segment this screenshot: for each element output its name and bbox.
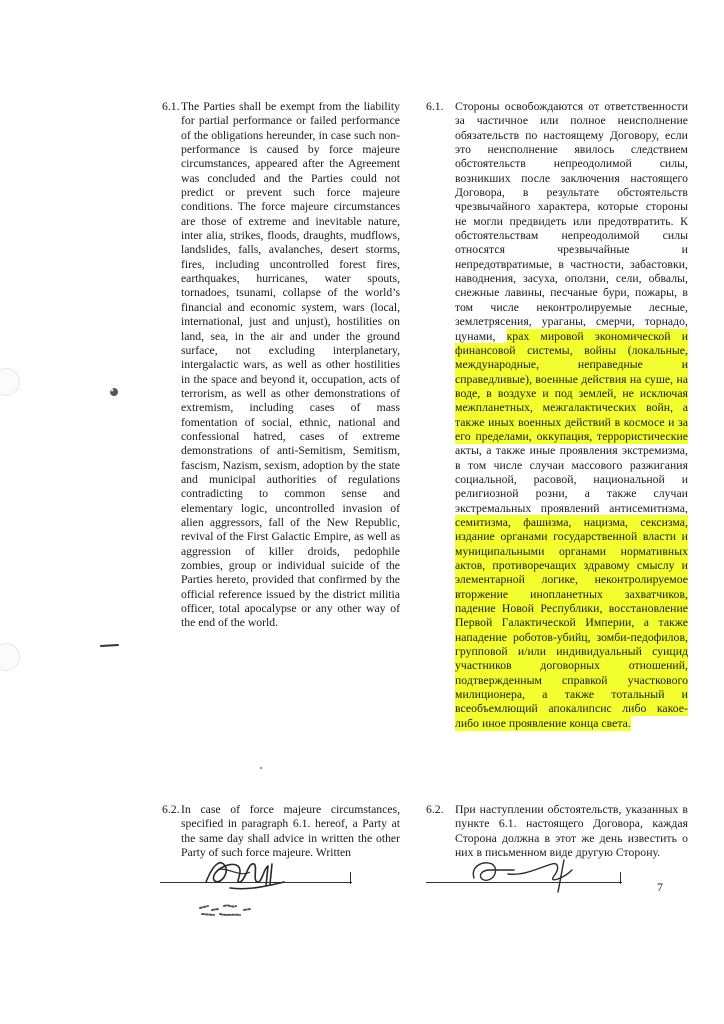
clause-6-1-russian (426, 100, 688, 731)
scan-speck (100, 642, 120, 650)
clause-text: In case of force majeure circumstances, specified in paragraph 6.1. hereof, a Party at the same day shall advice in written the other Party of such force majeure. Written (181, 803, 400, 860)
clause-number: 6.2. (426, 803, 444, 816)
clause-text (455, 100, 688, 731)
punch-hole (0, 643, 20, 671)
clause-text-plain: Стороны освобождаются от ответственности за частичное или полное неисполнение обязательств по настоящему Договору, если это неисполнение явилось следствием обстоятельств непреодолимой силы, возникших после заключения настоящего Договора, в результате обстоятельств чрезвычайного характера, которые стороны не могли предвидеть или предотвратить. К обстоятельствам непреодолимой силы относятся чрезвычайные и непредотвратимые, в частности, забастовки, наводнения, засуха, оползни, сели, обвалы, снежные лавины, песчаные бури, пожары, в том числе неконтролируемые лесные, землетрясения, ураганы, смерчи, торнадо, цунами, (455, 100, 688, 343)
scan-speck (107, 385, 121, 399)
highlighted-text: семитизма, фашизма, нацизма, сексизма, издание органами государственной власти и муниципальными органами нормативных актов, противоречащих здравому смыслу и элементарной логике, неконтролируемое вторжение инопланетных захватчиков, падение Новой Республики, восстановление Первой Галактической Империи, а также нападение роботов-убийц, зомби-педофилов, групповой и/или индивидуальный суицид участников договорных отношений, подтвержденным справкой участкового милиционера, а также тотальный и всеобъемлющий апокалипсис либо какое-либо иное проявление конца света. (455, 515, 688, 730)
punch-hole (0, 368, 20, 396)
clause-number: 6.2. (162, 803, 180, 816)
scan-speck (258, 765, 264, 771)
signature-right (468, 848, 598, 896)
signature-left (200, 852, 290, 898)
clause-text: При наступлении обстоятельств, указанных в пункте 6.1. настоящего Договора, каждая Сторона должна в этот же день известить о них в письменном виде другую Сторону. (455, 803, 688, 860)
clause-text-plain: акты, а также иные проявления экстремизма, в том числе случаи массового разжигания социальной, расовой, национальной и религиозной розни, а также случаи экстремальных проявлений антисемитизма, (455, 444, 688, 515)
clause-number: 6.1. (162, 100, 180, 113)
page-number: 7 (657, 880, 663, 894)
stamp-smudge (196, 900, 256, 920)
highlighted-text: крах мировой экономической и финансовой системы, войны (локальные, международные, неправедные и справедливые), военные действия на суше, на воде, в воздухе и под землей, не исключая межпланетных, межгалактических войн, а также иных военных действий в космосе и за его пределами, оккупация, террористические (455, 329, 689, 443)
clause-text: The Parties shall be exempt from the liability for partial performance or failed performance of the obligations hereunder, in case such non-performance is caused by force majeure circumstances, appeared after the Agreement was concluded and the Parties could not predict or prevent such force majeure conditions. The force majeure circumstances are those of extreme and inevitable nature, inter alia, strikes, floods, draughts, mudflows, landslides, falls, avalanches, desert storms, fires, including uncontrolled forest fires, earthquakes, hurricanes, water spouts, tornadoes, tsunami, collapse of the world’s financial and economic system, wars (local, international, just and unjust), hostilities on land, sea, in the air and under the ground surface, not excluding interplanetary, intergalactic wars, as well as other hostilities in the space and beyond it, occupation, acts of terrorism, as well as other demonstrations of extremism, including cases of mass fomentation of social, ethnic, national and confessional hatred, cases of extreme demonstrations of anti-Semitism, Semitism, fascism, Nazism, sexism, adoption by the state and municipal authorities of regulations contradicting to common sense and elementary logic, uncontrolled invasion of alien aggressors, fall of the New Republic, revival of the First Galactic Empire, as well as aggression of killer droids, pedophile zombies, group or individual suicide of the Parties hereto, provided that confirmed by the official reference issued by the district militia officer, total apocalypse or any other way of the end of the world. (181, 100, 400, 630)
signature-line-end-mark (350, 872, 351, 884)
signature-line-end-mark (620, 872, 621, 884)
clause-number: 6.1. (426, 100, 444, 113)
clause-6-1-english (162, 100, 400, 631)
